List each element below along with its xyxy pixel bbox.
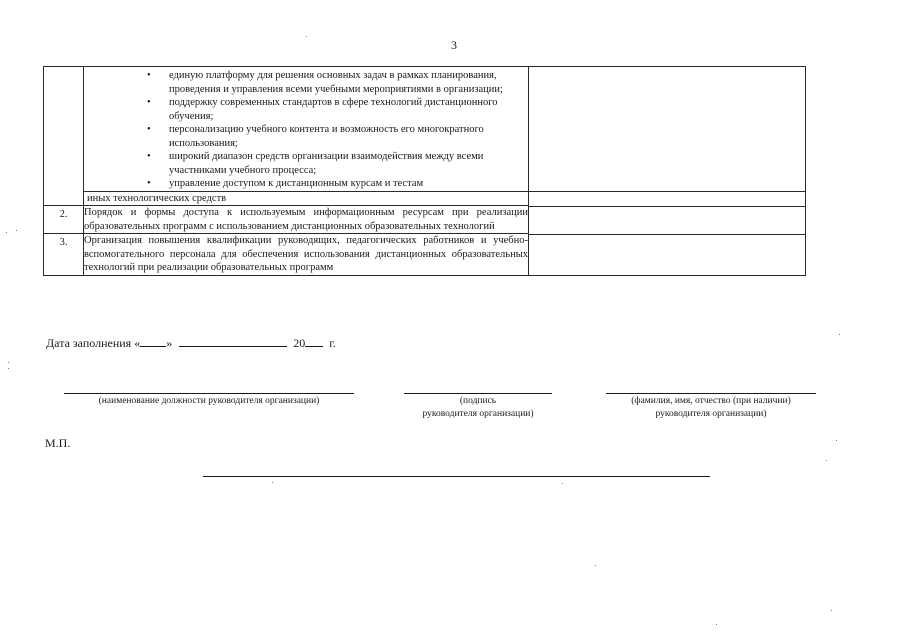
year-suffix: г. bbox=[329, 336, 336, 350]
table-row bbox=[44, 234, 529, 276]
bullet-list bbox=[84, 69, 528, 191]
month-blank bbox=[179, 336, 287, 347]
scan-speck bbox=[306, 36, 307, 37]
scan-speck bbox=[562, 483, 563, 484]
name-caption-line-2: руководителя организации) bbox=[655, 409, 767, 419]
stamp-label: М.П. bbox=[45, 436, 71, 450]
table-row bbox=[44, 206, 529, 234]
year-prefix: 20 bbox=[293, 336, 306, 350]
fill-date-label: Дата заполнения « bbox=[46, 336, 141, 350]
table-row-continued bbox=[44, 67, 529, 206]
list-item: • персонализацию учебного контента и возможность его многократного использования; bbox=[169, 123, 528, 150]
list-item: • поддержку современных стандартов в сфере технологий дистанционного обучения; bbox=[169, 96, 528, 123]
list-item: • единую платформу для решения основных задач в рамках планирования, проведения и управления всеми учебными мероприятиями в организации; bbox=[169, 69, 528, 96]
position-signature-line bbox=[64, 393, 354, 394]
row-number: 3. bbox=[44, 234, 84, 276]
name-signature-line bbox=[606, 393, 816, 394]
scan-speck bbox=[6, 232, 7, 233]
table-cell-number bbox=[44, 67, 84, 206]
bottom-rule bbox=[203, 476, 710, 477]
row-divider bbox=[528, 206, 805, 207]
scan-speck bbox=[595, 565, 596, 566]
scan-speck bbox=[836, 440, 837, 441]
row-text: Организация повышения квалификации руководящих, педагогических работников и учебно-вспомогательного персонала для обеспечения использования дистанционных образовательных технологий при реализации образовательных программ bbox=[84, 235, 528, 273]
year-blank bbox=[305, 336, 323, 347]
signature-line bbox=[404, 393, 552, 394]
signature-caption bbox=[404, 395, 552, 421]
scan-speck bbox=[826, 460, 827, 461]
scan-speck bbox=[8, 362, 9, 363]
day-blank bbox=[140, 336, 166, 347]
page-number: 3 bbox=[451, 38, 457, 52]
name-caption-line-1: (фамилия, имя, отчество (при наличии) bbox=[631, 396, 791, 406]
list-item: • управление доступом к дистанционным курсам и тестам bbox=[169, 177, 528, 191]
scan-speck bbox=[272, 482, 273, 483]
signature-caption-line-1: (подпись bbox=[459, 396, 497, 406]
scan-speck bbox=[16, 230, 17, 231]
row-text: Порядок и формы доступа к используемым информационным ресурсам при реализации образовательных программ с использованием дистанционных образовательных технологий bbox=[84, 207, 528, 232]
table-cell-text bbox=[84, 67, 529, 206]
name-caption bbox=[606, 395, 816, 421]
position-caption: (наименование должности руководителя организации) bbox=[98, 396, 320, 406]
scan-speck bbox=[716, 624, 717, 625]
row-divider bbox=[528, 234, 805, 235]
quote-close: » bbox=[166, 336, 173, 350]
row-divider bbox=[528, 191, 805, 192]
continued-tail: иных технологических средств bbox=[84, 191, 528, 206]
row-number: 2. bbox=[44, 206, 84, 234]
scan-speck bbox=[831, 610, 832, 611]
document-table bbox=[43, 66, 529, 276]
signature-caption-line-2: руководителя организации) bbox=[422, 409, 534, 419]
fill-date-line bbox=[46, 336, 336, 351]
table-right-column bbox=[528, 66, 806, 276]
scan-speck bbox=[8, 368, 9, 369]
list-item: • широкий диапазон средств организации взаимодействия между всеми участниками учебного процесса; bbox=[169, 150, 528, 177]
scan-speck bbox=[839, 334, 840, 335]
